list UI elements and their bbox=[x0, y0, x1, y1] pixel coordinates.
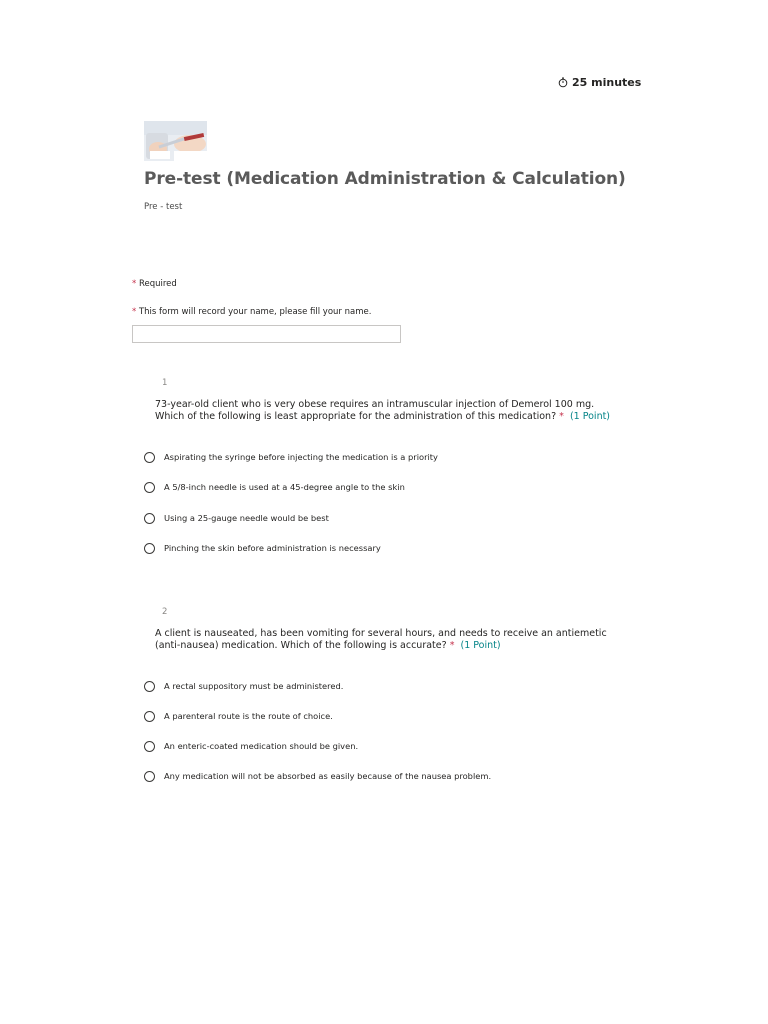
form-header-image bbox=[144, 121, 207, 161]
answer-option[interactable] bbox=[144, 511, 329, 525]
answer-option-label: Aspirating the syringe before injecting the medication is a priority bbox=[164, 452, 438, 462]
answer-option[interactable] bbox=[144, 541, 381, 555]
required-star: * bbox=[132, 279, 137, 289]
form-subtitle: Pre - test bbox=[144, 202, 183, 212]
radio-button[interactable] bbox=[144, 482, 155, 493]
question-text-body: 73-year-old client who is very obese requires an intramuscular injection of Demerol 100 mg. Which of the following is least appropriate for the administration of this medication? bbox=[155, 399, 595, 422]
required-star: * bbox=[446, 639, 455, 651]
radio-button[interactable] bbox=[144, 452, 155, 463]
answer-option-label: A parenteral route is the route of choice. bbox=[164, 711, 333, 721]
answer-option-label: A 5/8-inch needle is used at a 45-degree angle to the skin bbox=[164, 482, 405, 492]
timer bbox=[558, 76, 641, 89]
answer-option-label: Pinching the skin before administration is necessary bbox=[164, 543, 381, 553]
radio-button[interactable] bbox=[144, 771, 155, 782]
question-text bbox=[155, 628, 615, 651]
required-note bbox=[132, 279, 177, 289]
name-field-label bbox=[132, 307, 371, 317]
answer-option-label: Using a 25-gauge needle would be best bbox=[164, 513, 329, 523]
radio-button[interactable] bbox=[144, 711, 155, 722]
question-number: 2 bbox=[162, 607, 168, 617]
question-points: (1 Point) bbox=[569, 410, 611, 422]
form-title: Pre-test (Medication Administration & Calculation) bbox=[144, 169, 626, 189]
answer-option[interactable] bbox=[144, 450, 438, 464]
answer-option-label: An enteric-coated medication should be given. bbox=[164, 741, 359, 751]
answer-option[interactable] bbox=[144, 679, 343, 693]
question-points: (1 Point) bbox=[460, 639, 501, 651]
answer-option-label: A rectal suppository must be administered. bbox=[164, 681, 344, 691]
answer-option-label: Any medication will not be absorbed as easily because of the nausea problem. bbox=[164, 771, 492, 781]
radio-button[interactable] bbox=[144, 681, 155, 692]
required-star: * bbox=[132, 307, 137, 317]
stopwatch-icon bbox=[558, 77, 568, 88]
question-text bbox=[155, 399, 615, 422]
timer-label: 25 minutes bbox=[572, 76, 642, 89]
required-star: * bbox=[556, 410, 564, 422]
answer-option[interactable] bbox=[144, 769, 491, 783]
radio-button[interactable] bbox=[144, 513, 155, 524]
radio-button[interactable] bbox=[144, 741, 155, 752]
question-number: 1 bbox=[162, 378, 168, 388]
answer-option[interactable] bbox=[144, 739, 358, 753]
name-field-label-text: This form will record your name, please fill your name. bbox=[136, 307, 372, 317]
answer-option[interactable] bbox=[144, 480, 405, 494]
required-text: Required bbox=[136, 279, 177, 289]
question-text-body: A client is nauseated, has been vomiting for several hours, and needs to receive an antiemetic (anti-nausea) medication. Which of the following is accurate? bbox=[155, 628, 607, 651]
radio-button[interactable] bbox=[144, 543, 155, 554]
name-input[interactable] bbox=[132, 325, 401, 343]
answer-option[interactable] bbox=[144, 709, 333, 723]
